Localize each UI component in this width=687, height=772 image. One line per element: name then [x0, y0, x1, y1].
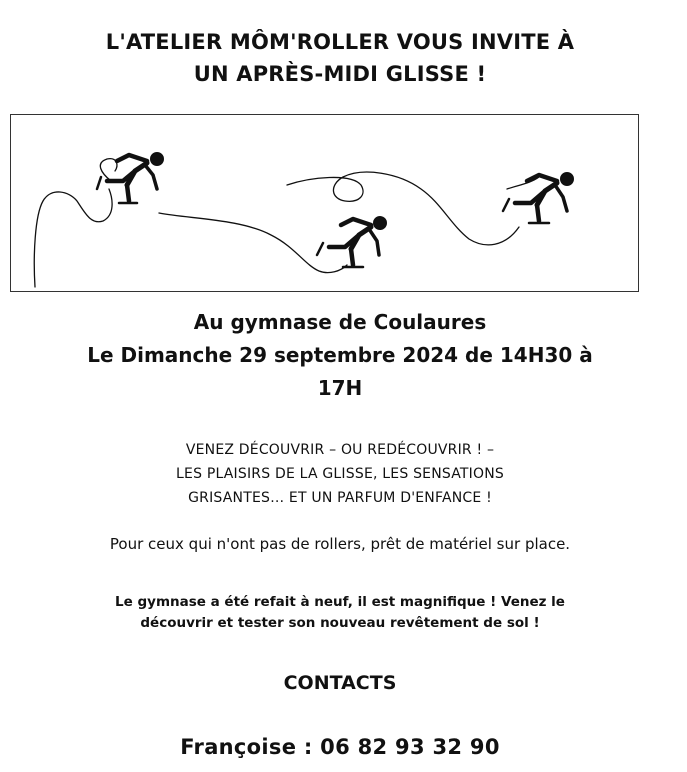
gym-note-line-2: découvrir et tester son nouveau revêtement de sol !	[140, 615, 540, 631]
gym-note-line-1: Le gymnase a été refait à neuf, il est magnifique ! Venez le	[115, 594, 565, 610]
contact-entry	[0, 732, 680, 762]
invite-line-1: VENEZ DÉCOUVRIR – OU REDÉCOUVRIR ! –	[185, 442, 495, 458]
contact-separator: :	[296, 735, 321, 759]
contact-name: Françoise	[180, 735, 297, 759]
flyer-title-line-1: L'ATELIER MÔM'ROLLER VOUS INVITE À	[105, 30, 575, 54]
invite-line-3: GRISANTES… ET UN PARFUM D'ENFANCE !	[188, 490, 492, 506]
event-venue: Au gymnase de Coulaures	[193, 310, 487, 334]
event-end-time: 17H	[317, 376, 363, 400]
event-date: Le Dimanche 29 septembre 2024 de 14H30 à	[87, 343, 593, 367]
inline-skaters-icon	[11, 115, 638, 291]
flyer-title-line-2: UN APRÈS-MIDI GLISSE !	[193, 62, 487, 86]
invite-line-2: LES PLAISIRS DE LA GLISSE, LES SENSATIONS	[176, 466, 504, 482]
contact-phone[interactable]: 06 82 93 32 90	[320, 735, 500, 759]
equipment-note: Pour ceux qui n'ont pas de rollers, prêt de matériel sur place.	[109, 535, 571, 553]
contacts-heading: CONTACTS	[283, 672, 397, 694]
skaters-illustration	[10, 114, 639, 292]
